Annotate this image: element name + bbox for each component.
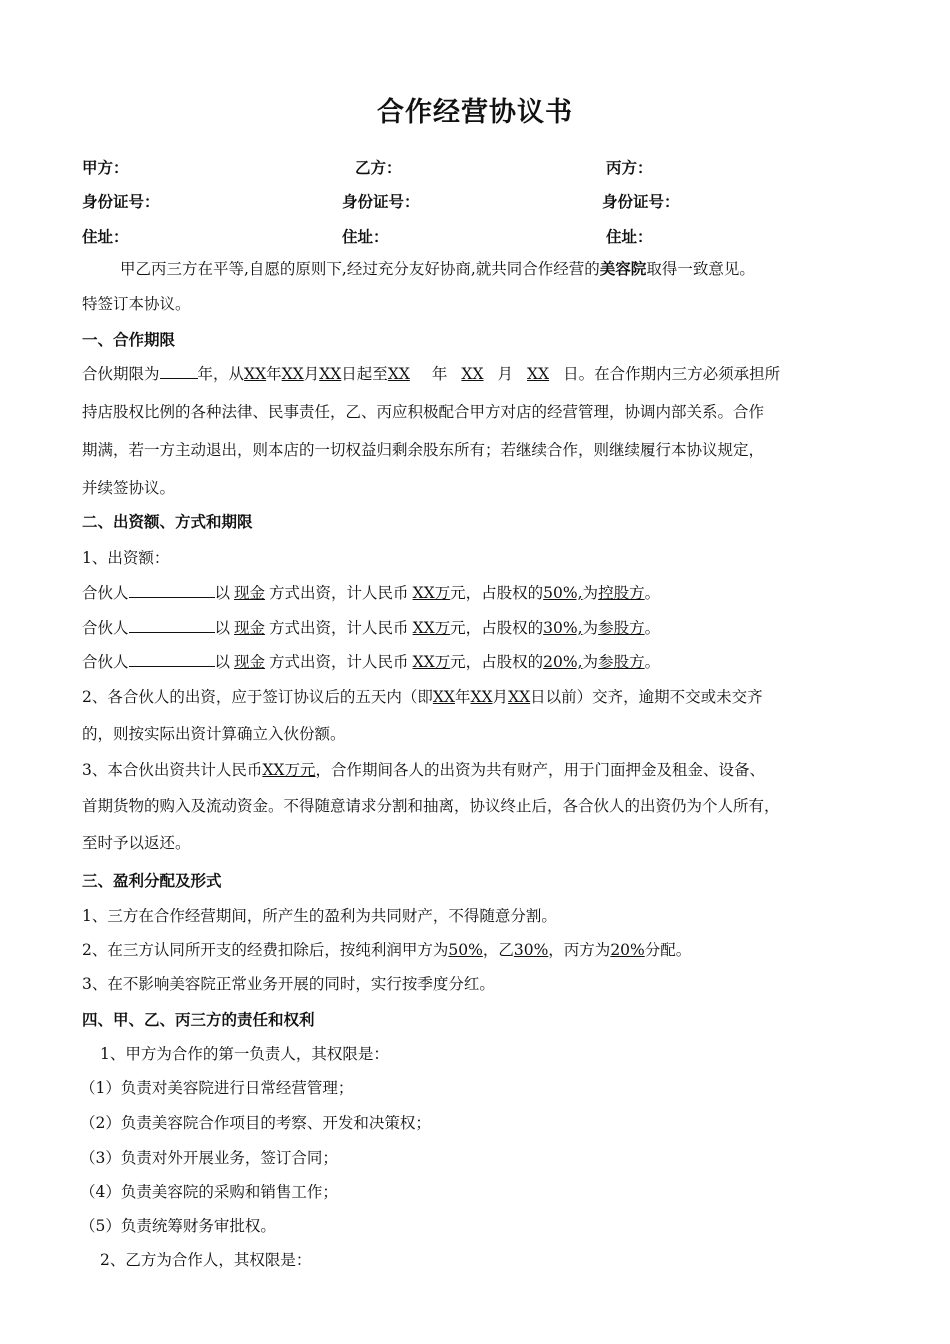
text: 年 (266, 365, 282, 383)
text: 日。在合作期内三方必须承担所 (563, 365, 781, 383)
intro-line-2: 特签订本协议。 (82, 295, 191, 313)
text: 为 (582, 653, 599, 671)
text: 为 (582, 619, 599, 637)
text: ，合作期间各人的出资为共有财产，用于门面押金及租金、设备、 (315, 761, 765, 779)
text: 。 (644, 584, 661, 602)
equity-share: 20%, (543, 653, 583, 671)
authority-item: （1）负责对美容院进行日常经营管理； (80, 1079, 354, 1097)
section-2-item-1: 1、出资额： (82, 549, 170, 567)
authority-item: （3）负责对外开展业务，签订合同； (80, 1149, 338, 1167)
partner-name-blank (129, 618, 215, 633)
section-1-heading: 一、合作期限 (82, 331, 176, 349)
equity-share: 50%, (543, 584, 583, 602)
end-month: XX (461, 365, 484, 383)
section-2-heading: 二、出资额、方式和期限 (82, 513, 253, 531)
section-3-item-3: 3、在不影响美容院正常业务开展的同时，实行按季度分红。 (82, 975, 495, 993)
text: 合伙人 (82, 619, 129, 637)
party-b-id-label: 身份证号： (342, 193, 420, 211)
intro-text-end: 取得一致意见。 (646, 260, 755, 278)
intro-bold-text: 美容院 (599, 260, 647, 278)
text: 年 (431, 365, 448, 383)
section-1-line-4: 并续签协议。 (82, 479, 176, 497)
party-b-profit-share: 30% (513, 941, 549, 959)
party-a-label: 甲方： (82, 159, 129, 177)
text: 方式出资，计人民币 (269, 653, 409, 671)
authority-item: （4）负责美容院的采购和销售工作； (80, 1183, 338, 1201)
contribution-method: 现金 (234, 653, 266, 671)
deadline-day: XX (508, 688, 531, 706)
section-1-line-1 (82, 364, 780, 384)
text: 2、各合伙人的出资，应于签订协议后的五天内（即 (82, 688, 433, 706)
section-2-item-3-cont: 首期货物的购入及流动资金。不得随意请求分割和抽离，协议终止后，各合伙人的出资仍为个人所有， (82, 797, 780, 815)
contribution-amount: XX万 (412, 619, 451, 637)
text: 以 (214, 584, 231, 602)
section-1-line-3: 期满，若一方主动退出，则本店的一切权益归剩余股东所有；若继续合作，则继续履行本协议规定， (82, 441, 765, 459)
text: ，丙方为 (548, 941, 611, 959)
section-4-item-2: 2、乙方为合作人，其权限是： (100, 1251, 312, 1269)
text: 月 (497, 365, 513, 383)
intro-text: 甲乙丙三方在平等,自愿的原则下,经过充分友好协商,就共同合作经营的 (120, 260, 600, 278)
section-3-item-2 (82, 940, 691, 960)
text: 方式出资，计人民币 (269, 619, 409, 637)
partner-role: 参股方 (598, 619, 645, 637)
authority-item: （5）负责统筹财务审批权。 (80, 1217, 276, 1235)
end-day: XX (527, 365, 550, 383)
section-2-item-3 (82, 760, 765, 780)
text: 。 (644, 653, 661, 671)
text: 以 (214, 619, 231, 637)
section-4-heading: 四、甲、乙、丙三方的责任和权利 (82, 1011, 315, 1029)
party-b-address-label: 住址： (342, 228, 389, 246)
section-3-item-1: 1、三方在合作经营期间，所产生的盈利为共同财产，不得随意分割。 (82, 907, 557, 925)
partner-role: 参股方 (598, 653, 645, 671)
equity-share: 30%, (543, 619, 583, 637)
text: 元，占股权的 (450, 653, 544, 671)
text: 年 (454, 688, 471, 706)
text: 合伙人 (82, 653, 129, 671)
start-day: XX (319, 365, 342, 383)
partner-line-1 (82, 583, 660, 603)
section-2-item-2 (82, 687, 763, 707)
text: 日起至 (341, 365, 388, 383)
start-month: XX (281, 365, 304, 383)
party-a-id-label: 身份证号： (82, 193, 160, 211)
text: 合伙期限为 (82, 365, 160, 383)
start-year: XX (244, 365, 267, 383)
party-c-id-label: 身份证号： (602, 193, 680, 211)
partner-role: 控股方 (598, 584, 645, 602)
contribution-amount: XX万 (412, 584, 451, 602)
text: 日以前）交齐，逾期不交或未交齐 (530, 688, 763, 706)
text: 元，占股权的 (450, 619, 544, 637)
partner-line-3 (82, 652, 660, 672)
party-c-profit-share: 20% (610, 941, 645, 959)
text: 3、本合伙出资共计人民币 (82, 761, 263, 779)
section-2-item-3-cont-2: 至时予以返还。 (82, 834, 191, 852)
deadline-month: XX (470, 688, 493, 706)
section-2-item-2-cont: 的，则按实际出资计算确立入伙份额。 (82, 725, 346, 743)
text: 合伙人 (82, 584, 129, 602)
text: 为 (582, 584, 599, 602)
section-4-item-1: 1、甲方为合作的第一负责人，其权限是： (100, 1045, 389, 1063)
deadline-year: XX (432, 688, 455, 706)
partner-name-blank (129, 652, 215, 667)
party-c-label: 丙方： (606, 159, 653, 177)
partner-name-blank (129, 583, 215, 598)
party-a-profit-share: 50% (448, 941, 483, 959)
years-blank (160, 364, 198, 379)
text: 分配。 (644, 941, 692, 959)
party-a-address-label: 住址： (82, 228, 129, 246)
end-year: XX (387, 365, 410, 383)
section-3-heading: 三、盈利分配及形式 (82, 872, 222, 890)
text: 。 (644, 619, 661, 637)
authority-item: （2）负责美容院合作项目的考察、开发和决策权； (80, 1114, 431, 1132)
partner-line-2 (82, 618, 660, 638)
text: 元，占股权的 (450, 584, 544, 602)
text: 月 (303, 365, 320, 383)
text: ，乙 (482, 941, 514, 959)
intro-paragraph (120, 259, 755, 279)
section-1-line-2: 持店股权比例的各种法律、民事责任，乙、丙应积极配合甲方对店的经营管理，协调内部关系。合作 (82, 403, 765, 421)
text: 月 (492, 688, 509, 706)
contribution-method: 现金 (234, 584, 266, 602)
total-investment: XX万元 (262, 761, 316, 779)
text: 2、在三方认同所开支的经费扣除后，按纯利润甲方为 (82, 941, 449, 959)
party-c-address-label: 住址： (606, 228, 653, 246)
text: 年，从 (197, 365, 245, 383)
document-title: 合作经营协议书 (377, 97, 573, 128)
party-b-label: 乙方： (355, 159, 402, 177)
text: 方式出资，计人民币 (269, 584, 409, 602)
contribution-method: 现金 (234, 619, 266, 637)
text: 以 (214, 653, 231, 671)
contribution-amount: XX万 (412, 653, 451, 671)
